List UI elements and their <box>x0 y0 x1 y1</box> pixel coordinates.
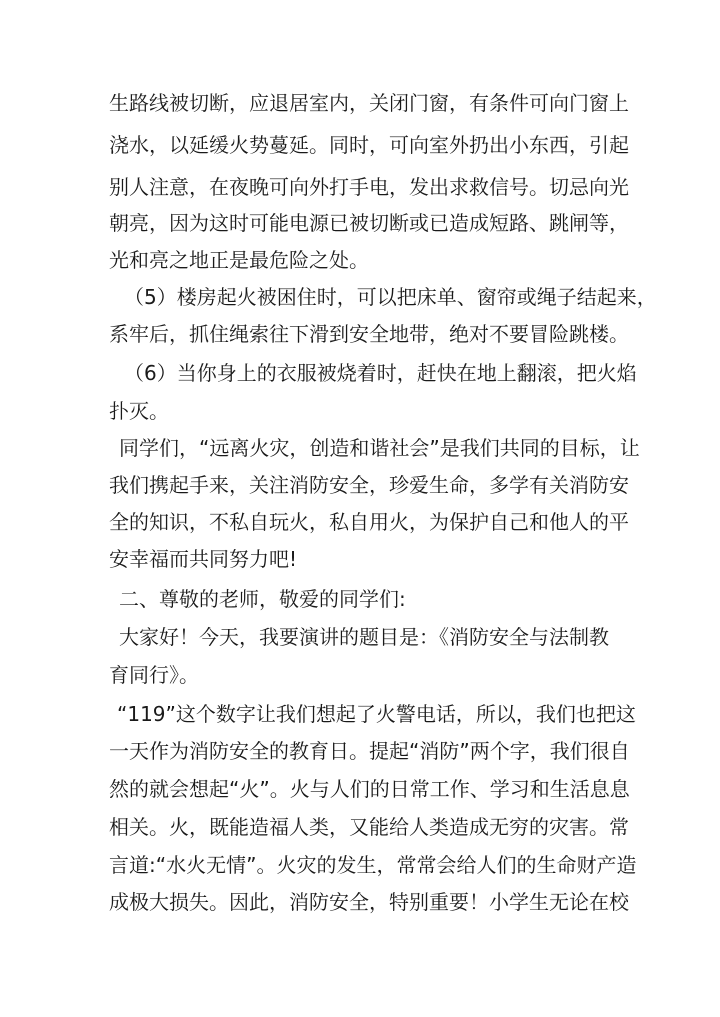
section-heading: 二、尊敬的老师，敬爱的同学们: <box>119 587 406 611</box>
text-line: 言道:“水火无情”。火灾的发生，常常会给人们的生命财产造 <box>109 853 637 877</box>
text-line: 同学们，“远离火灾，创造和谐社会”是我们共同的目标，让 <box>119 436 640 460</box>
text-line: 扑灭。 <box>109 399 169 423</box>
text-line: 别人注意，在夜晚可向外打手电，发出求救信号。切忌向光 <box>109 175 629 199</box>
text-line: 成极大损失。因此，消防安全，特别重要！小学生无论在校 <box>109 890 629 914</box>
text-line: 然的就会想起“火”。火与人们的日常工作、学习和生活息息 <box>109 777 630 801</box>
text-line: 系牢后，抓住绳索往下滑到安全地带，绝对不要冒险跳楼。 <box>109 322 629 346</box>
text-line: （5）楼房起火被困住时，可以把床单、窗帘或绳子结起来， <box>124 285 657 309</box>
text-line: 相关。火，既能造福人类，又能给人类造成无穷的灾害。常 <box>109 815 629 839</box>
text-line: 浇水，以延缓火势蔓延。同时，可向室外扔出小东西，引起 <box>109 133 629 157</box>
text-line: 朝亮，因为这时可能电源已被切断或已造成短路、跳闸等， <box>109 211 629 235</box>
text-line: 我们携起手来，关注消防安全，珍爱生命，多学有关消防安 <box>109 473 629 497</box>
text-line: 大家好！今天，我要演讲的题目是：《消防安全与法制教 <box>119 625 609 649</box>
text-line: （6）当你身上的衣服被烧着时，赶快在地上翻滚，把火焰 <box>124 361 637 385</box>
text-line: “119”这个数字让我们想起了火警电话，所以，我们也把这 <box>117 702 636 726</box>
text-line: 育同行》。 <box>109 663 199 687</box>
text-line: 一天作为消防安全的教育日。提起“消防”两个字，我们很自 <box>109 739 630 763</box>
text-line: 生路线被切断，应退居室内，关闭门窗，有条件可向门窗上 <box>109 91 629 115</box>
text-line: 全的知识，不私自玩火，私自用火，为保护自己和他人的平 <box>109 510 629 534</box>
text-line: 安幸福而共同努力吧! <box>109 547 298 571</box>
text-line: 光和亮之地正是最危险之处。 <box>109 248 369 272</box>
